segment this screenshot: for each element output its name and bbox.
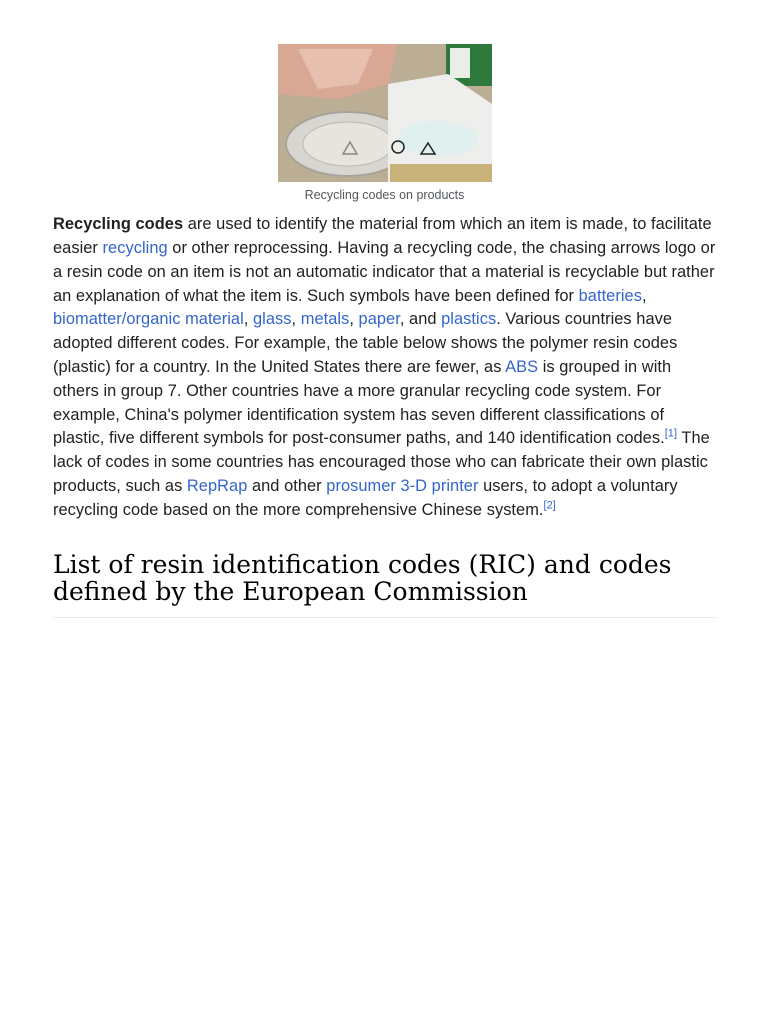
intro-text-7: users, to adopt a voluntary recycling code based on the more comprehensive Chinese system. (53, 477, 678, 519)
intro-text-5: The lack of codes in some countries has encouraged those who can fabricate their own plastic products, such as (53, 429, 710, 496)
intro-text-3: . Various countries have adopted different codes. For example, the table below shows the polymer resin codes (plastic) for a country. In the United States there are fewer, as (53, 310, 678, 377)
link-paper[interactable]: paper (358, 310, 400, 329)
citation-2[interactable] (544, 499, 556, 511)
link-glass[interactable]: glass (253, 310, 292, 329)
figure-caption: Recycling codes on products (304, 188, 465, 202)
intro-text-1: are used to identify the material from which an item is made, to facilitate easier (53, 215, 712, 258)
lead-term: Recycling codes (53, 215, 184, 234)
article-content (53, 44, 716, 618)
intro-text-6: and other (247, 477, 327, 496)
citation-2-link[interactable]: [2] (543, 499, 556, 512)
intro-paragraph (53, 213, 716, 522)
separator: , (349, 310, 359, 329)
link-batteries[interactable]: batteries (578, 286, 642, 305)
separator: , and (399, 310, 442, 329)
link-recycling[interactable]: recycling (102, 239, 168, 258)
citation-1-link[interactable]: [1] (664, 427, 678, 440)
link-plastics[interactable]: plastics (441, 310, 497, 329)
separator: , (243, 310, 254, 329)
separator: , (291, 310, 301, 329)
intro-text-2: or other reprocessing. Having a recycling code, the chasing arrows logo or a resin code on an item is not an automatic indicator that a material is recyclable but rather an explanation of what the item is. Such symbols have been defined for (53, 239, 716, 305)
link-prosumer-3d-printer[interactable]: prosumer 3-D printer (326, 477, 479, 496)
figure (278, 44, 492, 203)
separator: , (641, 286, 647, 305)
citation-1[interactable] (665, 428, 677, 440)
link-abs[interactable]: ABS (505, 358, 539, 377)
link-biomatter[interactable]: biomatter/organic material (53, 310, 244, 329)
intro-text-4: is grouped in with others in group 7. Other countries have a more granular recycling code system. For example, China's polymer identification system has seven different classifications of plastic, five different symbols for post-consumer paths, and 140 identification codes. (53, 358, 672, 448)
recycling-codes-photo[interactable] (278, 44, 492, 182)
section-heading: List of resin identification codes (RIC) and codes defined by the European Commission (53, 551, 716, 618)
link-reprap[interactable]: RepRap (186, 477, 248, 496)
link-metals[interactable]: metals (300, 310, 350, 329)
